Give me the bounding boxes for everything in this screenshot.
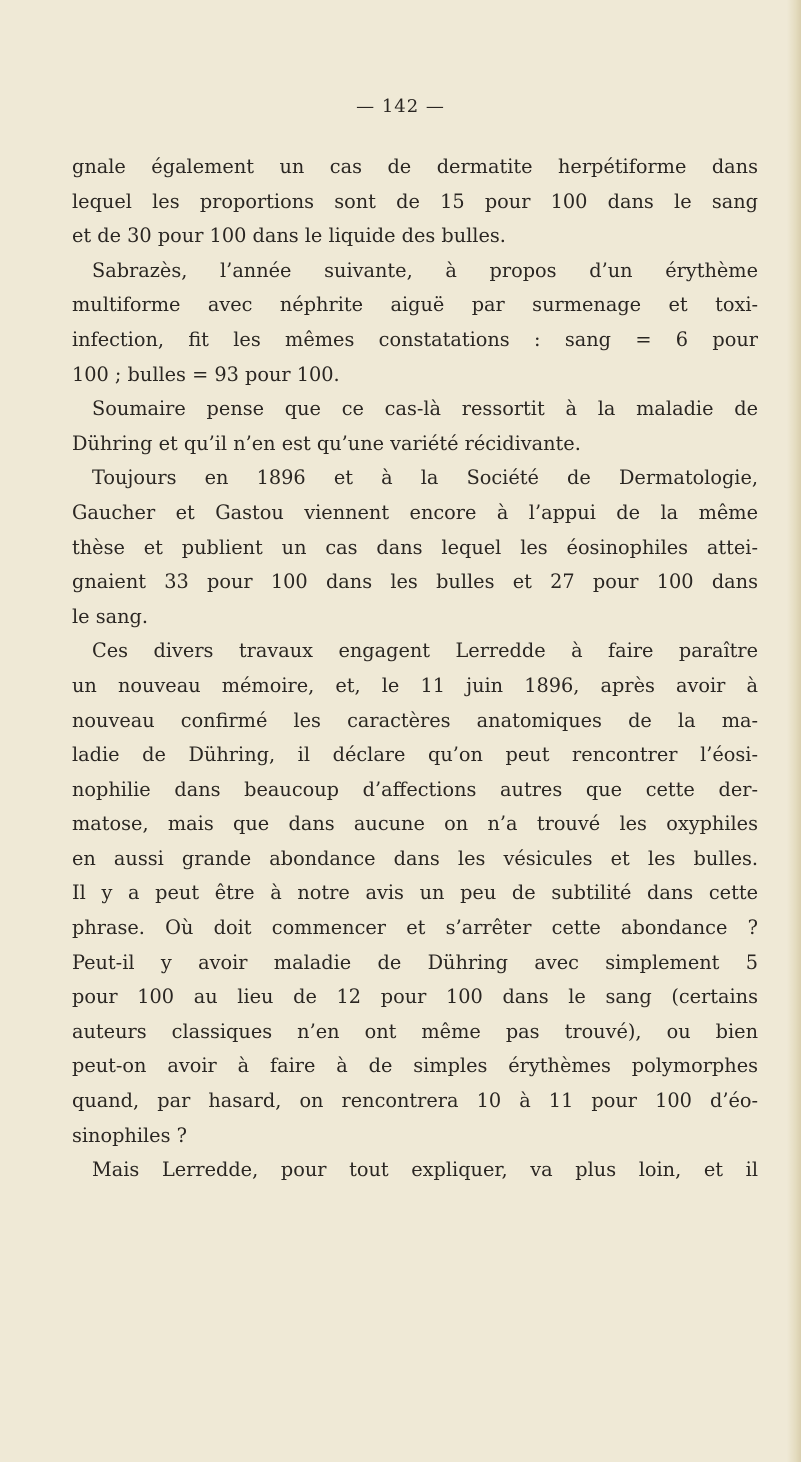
text-line: et de 30 pour 100 dans le liquide des bulles. [72, 224, 506, 248]
text-line: auteurs classiques n’en ont même pas trouvé), ou bien [72, 1019, 758, 1043]
text-line: Toujours en 1896 et à la Société de Dermatologie, [92, 466, 758, 490]
text-line: gnale également un cas de dermatite herpétiforme dans [72, 155, 758, 178]
text-line: lequel les proportions sont de 15 pour 100 dans le sang [72, 189, 758, 213]
text-line: thèse et publient un cas dans lequel les éosinophiles attei- [72, 535, 758, 559]
text-line: Mais Lerredde, pour tout expliquer, va plus loin, et il [92, 1158, 758, 1182]
text-line: Peut-il y avoir maladie de Dühring avec simplement 5 [72, 950, 758, 974]
body-text [72, 150, 758, 1188]
text-line: Sabrazès, l’année suivante, à propos d’un érythème [92, 258, 758, 282]
text-line: nophilie dans beaucoup d’affections autres que cette der- [72, 777, 758, 801]
text-line: peut-on avoir à faire à de simples érythèmes polymorphes [72, 1054, 758, 1078]
text-line: Soumaire pense que ce cas-là ressortit à la maladie de [92, 397, 758, 421]
text-line: gnaient 33 pour 100 dans les bulles et 27 pour 100 dans [72, 570, 758, 594]
text-line: quand, par hasard, on rencontrera 10 à 11 pour 100 d’éo- [72, 1089, 758, 1113]
text-line: nouveau confirmé les caractères anatomiques de la ma- [72, 708, 758, 732]
text-line: sinophiles ? [72, 1123, 187, 1147]
text-line: Il y a peut être à notre avis un peu de subtilité dans cette [72, 881, 758, 905]
text-line: Ces divers travaux engagent Lerredde à faire paraître [92, 639, 758, 663]
text-line: Gaucher et Gastou viennent encore à l’appui de la même [72, 500, 758, 524]
text-line: phrase. Où doit commencer et s’arrêter cette abondance ? [72, 916, 758, 940]
text-line: matose, mais que dans aucune on n’a trouvé les oxyphiles [72, 812, 758, 836]
text-line: le sang. [72, 604, 148, 628]
page-number: — 142 — [356, 96, 445, 117]
text-line: ladie de Dühring, il déclare qu’on peut rencontrer l’éosi- [72, 743, 758, 767]
text-line: pour 100 au lieu de 12 pour 100 dans le sang (certains [72, 985, 758, 1009]
text-line: en aussi grande abondance dans les vésicules et les bulles. [72, 846, 758, 870]
page-edge [787, 0, 801, 1462]
text-line: Dühring et qu’il n’en est qu’une variété récidivante. [72, 431, 581, 455]
text-line: un nouveau mémoire, et, le 11 juin 1896, après avoir à [72, 673, 758, 697]
text-line: multiforme avec néphrite aiguë par surmenage et toxi- [72, 293, 758, 317]
text-line: 100 ; bulles = 93 pour 100. [72, 362, 340, 386]
text-line: infection, fit les mêmes constatations : sang = 6 pour [72, 327, 758, 351]
